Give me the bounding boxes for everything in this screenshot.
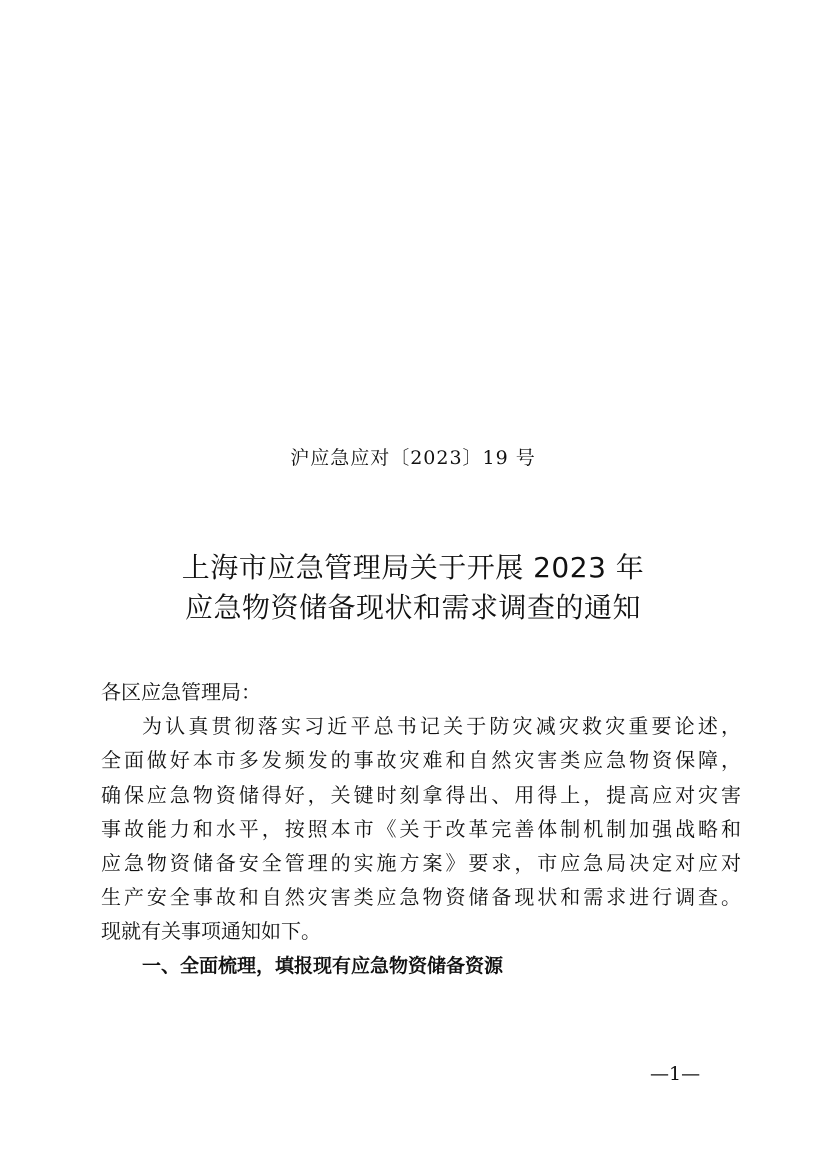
title-line: 上海市应急管理局关于开展 2023 年 [181,551,645,584]
document-title [0,548,826,628]
paragraph-line: 为认真贯彻落实习近平总书记关于防灾减灾救灾重要论述， [142,714,741,739]
document-body [101,675,741,983]
paragraph-line: 确保应急物资储得好，关键时刻拿得出、用得上，提高应对灾害 [101,782,741,807]
paragraph-line: 生产安全事故和自然灾害类应急物资储备现状和需求进行调查。 [101,885,741,910]
paragraph-line: 全面做好本市多发频发的事故灾难和自然灾害类应急物资保障， [101,748,741,773]
salutation: 各区应急管理局： [101,680,261,704]
page-number: —1— [650,1063,701,1085]
title-line: 应急物资储备现状和需求调查的通知 [184,591,641,624]
document-number: 沪应急应对〔2023〕19 号 [290,447,536,469]
paragraph-line: 事故能力和水平，按照本市《关于改革完善体制机制加强战略和 [101,816,741,841]
paragraph-line: 应急物资储备安全管理的实施方案》要求，市应急局决定对应对 [101,851,741,876]
section-heading: 一、全面梳理，填报现有应急物资储备资源 [142,954,504,977]
paragraph-line: 现就有关事项通知如下。 [101,919,321,944]
